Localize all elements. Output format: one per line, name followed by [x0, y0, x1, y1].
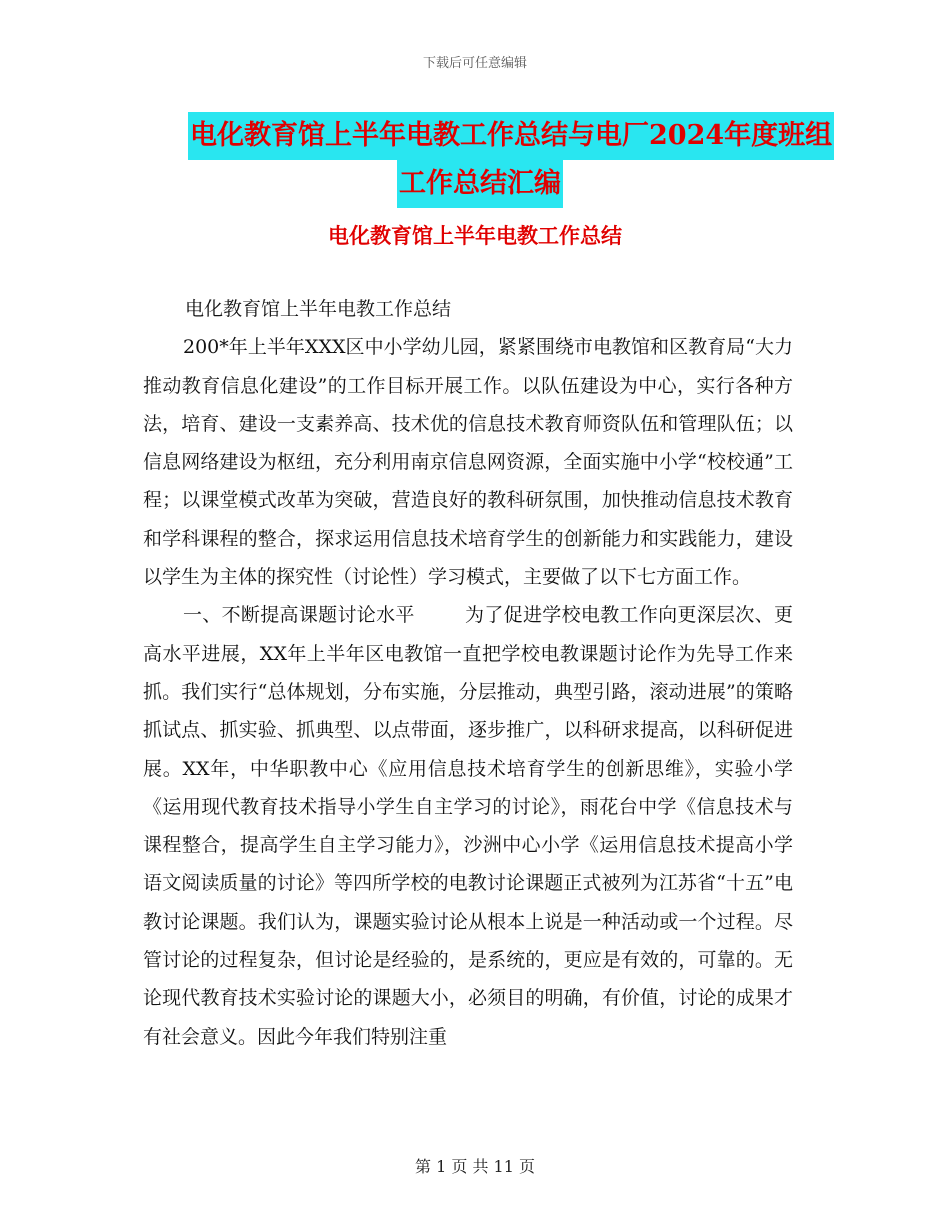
body-paragraph-2: 200*年上半年XXX区中小学幼儿园，紧紧围绕市电教馆和区教育局“大力推动教育信息化建设”的工作目标开展工作。以队伍建设为中心，实行各种方法，培育、建设一支素养高、技术优的信息技术教育师资队伍和管理队伍；以信息网络建设为枢纽，充分利用南京信息网资源，全面实施中小学“校校通”工程；以课堂模式改革为突破，营造良好的教科研氛围，加快推动信息技术教育和学科课程的整合，探求运用信息技术培育学生的创新能力和实践能力，建设以学生为主体的探究性（讨论性）学习模式，主要做了以下七方面工作。	[143, 336, 793, 589]
body-paragraph-1: 电化教育馆上半年电教工作总结	[185, 298, 452, 320]
document-title-line-2: 工作总结汇编	[397, 160, 563, 208]
section-title: 电化教育馆上半年电教工作总结	[328, 223, 622, 248]
body-paragraph-3	[143, 596, 793, 1056]
paragraph-3-heading: 一、不断提高课题讨论水平	[183, 604, 415, 627]
page-footer: 第 1 页 共 11 页	[415, 1157, 535, 1176]
document-body	[143, 290, 793, 1056]
paragraph-3-text: 为了促进学校电教工作向更深层次、更高水平进展，XX年上半年区电教馆一直把学校电教课题讨论作为先导工作来抓。我们实行“总体规划，分布实施，分层推动，典型引路，滚动进展”的策略抓试点、抓实验、抓典型、以点带面，逐步推广，以科研求提高，以科研促进展。XX年，中华职教中心《应用信息技术培育学生的创新思维》，实验小学《运用现代教育技术指导小学生自主学习的讨论》，雨花台中学《信息技术与课程整合，提高学生自主学习能力》，沙洲中心小学《运用信息技术提高小学语文阅读质量的讨论》等四所学校的电教讨论课题正式被列为江苏省“十五”电教讨论课题。我们认为，课题实验讨论从根本上说是一种活动或一个过程。尽管讨论的过程复杂，但讨论是经验的，是系统的，更应是有效的，可靠的。无论现代教育技术实验讨论的课题大小，必须目的明确，有价值，讨论的成果才有社会意义。因此今年我们特别注重	[143, 604, 793, 1048]
header-note: 下载后可任意编辑	[422, 56, 527, 71]
document-title-line-1: 电化教育馆上半年电教工作总结与电厂2024年度班组	[188, 112, 834, 160]
